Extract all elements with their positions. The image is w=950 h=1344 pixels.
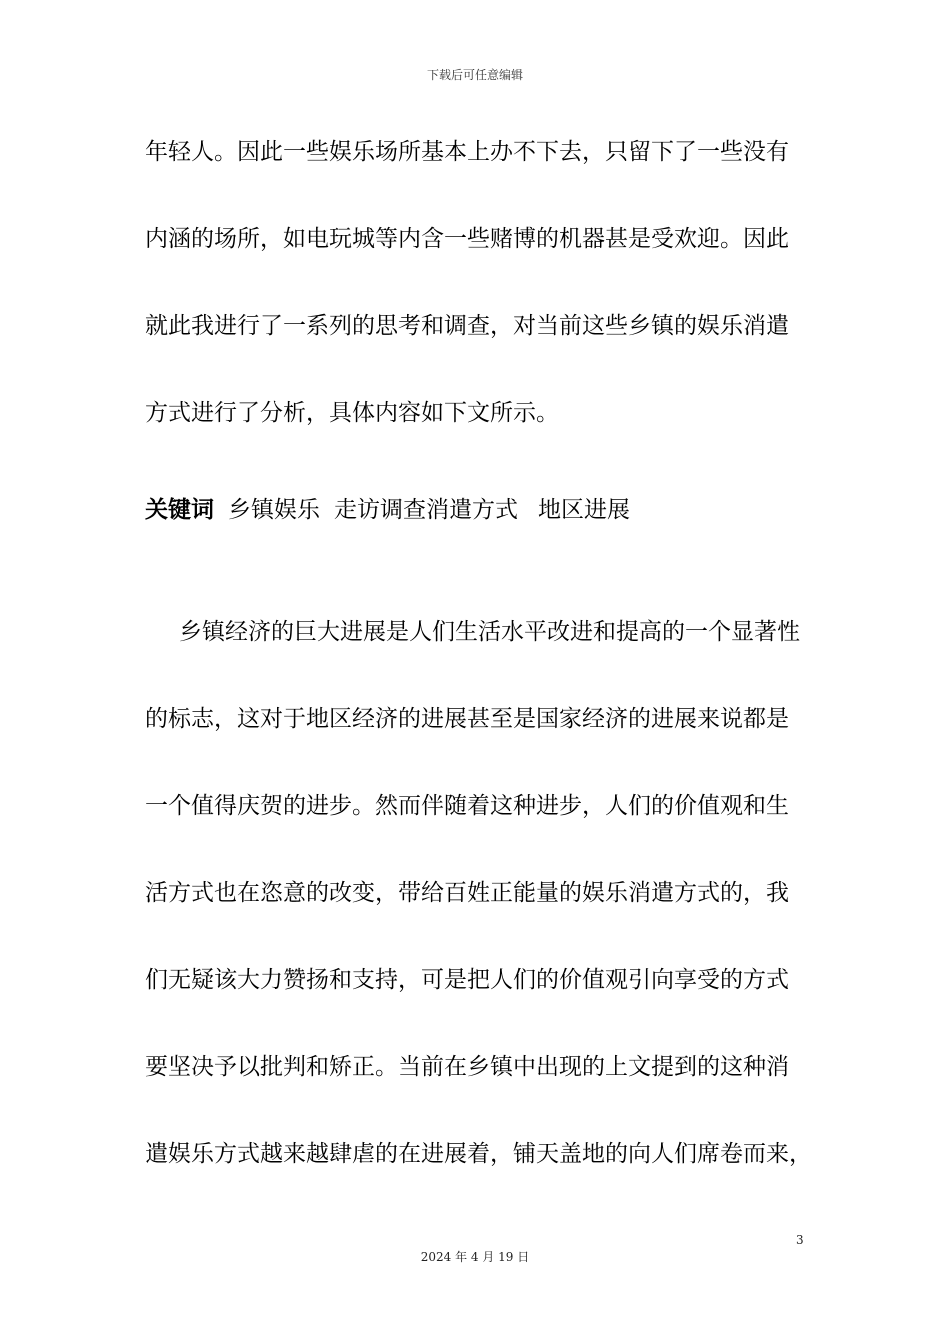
page-number: 3	[796, 1233, 804, 1247]
text-line: 就此我进行了一系列的思考和调查，对当前这些乡镇的娱乐消遣	[145, 313, 789, 339]
page-header: 下载后可任意编辑	[426, 68, 523, 82]
text-line: 要坚决予以批判和矫正。当前在乡镇中出现的上文提到的这种消	[145, 1054, 789, 1080]
text-line: 乡镇经济的巨大进展是人们生活水平改进和提高的一个显著性	[179, 619, 800, 645]
keywords-label: 关键词	[145, 497, 214, 523]
text-line: 活方式也在恣意的改变，带给百姓正能量的娱乐消遣方式的，我	[145, 880, 789, 906]
text-line: 方式进行了分析，具体内容如下文所示。	[145, 400, 559, 426]
text-line: 的标志，这对于地区经济的进展甚至是国家经济的进展来说都是	[145, 706, 789, 732]
page-footer-date: 2024 年 4 月 19 日	[420, 1250, 530, 1264]
text-line: 们无疑该大力赞扬和支持，可是把人们的价值观引向享受的方式	[145, 967, 789, 993]
keyword-item: 地区进展	[538, 497, 630, 523]
text-line: 年轻人。因此一些娱乐场所基本上办不下去，只留下了一些没有	[145, 139, 789, 165]
text-line: 遣娱乐方式越来越肆虐的在进展着，铺天盖地的向人们席卷而来，	[145, 1141, 812, 1167]
keyword-item: 走访调查消遣方式	[334, 497, 518, 523]
text-line: 一个值得庆贺的进步。然而伴随着这种进步，人们的价值观和生	[145, 793, 789, 819]
text-line: 内涵的场所，如电玩城等内含一些赌博的机器甚是受欢迎。因此	[145, 226, 789, 252]
keyword-item: 乡镇娱乐	[228, 497, 320, 523]
keywords-row	[145, 495, 630, 525]
